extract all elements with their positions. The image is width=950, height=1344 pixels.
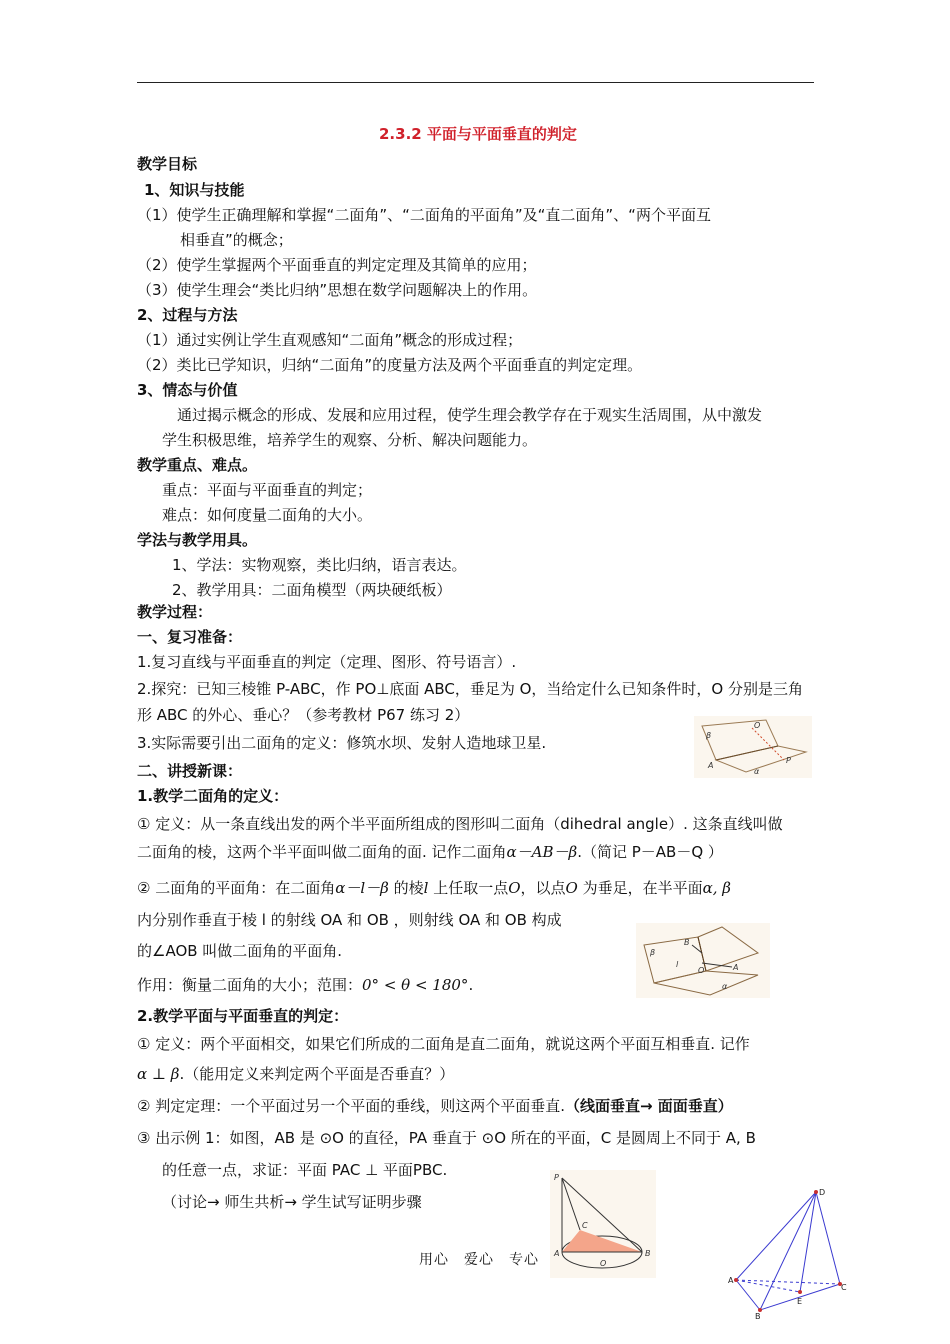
fig4-label: A (728, 1276, 734, 1285)
fig4-label: E (797, 1297, 803, 1306)
page-footer: 用心 爱心 专心 (419, 1252, 539, 1268)
edge-ab (736, 1280, 760, 1310)
text-span: 上任取一点 (428, 879, 509, 897)
fig1-label: P (786, 756, 791, 765)
definition-line: ① 定义：从一条直线出发的两个半平面所组成的图形叫二面角（dihedral angle）. 这条直线叫做 (137, 815, 783, 833)
fig2-label: B (684, 938, 690, 947)
text-span: 二面角的棱，这两个半平面叫做二面角的面. 记作二面角 (137, 843, 507, 861)
text-span: ② 二面角的平面角：在二面角 (137, 879, 336, 897)
fig1-label: α (754, 767, 760, 776)
math-expression: α－l－β (335, 879, 389, 897)
objective-line: （2）类比已学知识，归纳“二面角”的度量方法及两个平面垂直的判定定理。 (137, 356, 643, 374)
fig1-label: A (708, 761, 714, 770)
process-line: 形 ABC 的外心、垂心？（参考教材 P67 练习 2） (137, 706, 470, 724)
math-expression: O (565, 879, 578, 897)
fig2-label: O (698, 966, 705, 975)
text-span: .（简记 P－AB－Q ） (577, 843, 723, 861)
fig2-label: A (733, 963, 739, 972)
method-line: 1、学法：实物观察，类比归纳，语言表达。 (172, 556, 467, 574)
math-expression: l (423, 879, 429, 897)
process-line: 1.复习直线与平面垂直的判定（定理、图形、符号语言）. (137, 653, 517, 671)
plane-angle-line: 内分别作垂直于棱 l 的射线 OA 和 OB ，则射线 OA 和 OB 构成 (137, 911, 562, 929)
plane-angle-line: 的∠AOB 叫做二面角的平面角. (137, 942, 343, 960)
text-span: 的棱 (388, 879, 424, 897)
vertex-d (814, 1190, 818, 1194)
fig4-label: C (841, 1283, 847, 1292)
fig4-label: B (755, 1312, 761, 1320)
definition-line: ① 定义：两个平面相交，如果它们所成的二面角是直二面角，就说这两个平面互相垂直. 记作 (137, 1035, 750, 1053)
figure-background (636, 923, 770, 998)
process-heading: 教学过程： (137, 603, 213, 621)
subsection-heading: 2.教学平面与平面垂直的判定： (137, 1007, 349, 1025)
section-heading: 一、复习准备： (137, 628, 243, 646)
fig2-label: α (722, 982, 728, 991)
objective-line: （2）使学生掌握两个平面垂直的判定定理及其简单的应用； (137, 256, 537, 274)
fig4-label: D (819, 1188, 826, 1197)
fig3-label: O (600, 1259, 607, 1268)
subsection-heading: 1.教学二面角的定义： (137, 787, 289, 805)
fig3-label: A (554, 1249, 560, 1258)
vertex-a (734, 1278, 738, 1282)
theorem-summary: （线面垂直→ 面面垂直） (565, 1097, 733, 1115)
fig3-label: P (554, 1173, 559, 1182)
example-figure-circle (550, 1170, 656, 1278)
objective-line: （1）通过实例让学生直观感知“二面角”概念的形成过程； (137, 331, 523, 349)
attitude-heading: 3、情态与价值 (137, 381, 238, 399)
key-points-heading: 教学重点、难点。 (137, 456, 258, 474)
fig3-label: C (582, 1221, 588, 1230)
process-line: 2.探究：已知三棱锥 P-ABC，作 PO⊥底面 ABC，垂足为 O，当给定什么已知条件时，O 分别是三角 (137, 680, 804, 698)
math-expression: α ⊥ β (137, 1065, 180, 1083)
fig3-label: B (645, 1249, 651, 1258)
objective-line: 学生积极思维，培养学生的观察、分析、解决问题能力。 (162, 431, 538, 449)
method-line: 2、教学用具：二面角模型（两块硬纸板） (172, 581, 452, 599)
definition-line (137, 842, 723, 862)
process-method-heading: 2、过程与方法 (137, 306, 238, 324)
math-expression: α, β (702, 879, 731, 897)
definition-line (137, 1064, 454, 1084)
math-expression: 0° < θ < 180° (362, 976, 469, 994)
objective-line: （3）使学生理会“类比归纳”思想在数学问题解决上的作用。 (137, 281, 538, 299)
edge-dc (816, 1192, 840, 1284)
objective-line: 通过揭示概念的形成、发展和应用过程，使学生理会教学存在于观实生活周围，从中激发 (177, 406, 763, 424)
vertex-e (798, 1290, 802, 1294)
dihedral-figure-2 (636, 923, 770, 998)
range-line (137, 975, 473, 995)
objective-line: （1）使学生正确理解和掌握“二面角”、“二面角的平面角”及“直二面角”、“两个平面互 (137, 206, 711, 224)
section-heading: 二、讲授新课： (137, 762, 243, 780)
fig2-label: l (676, 960, 679, 969)
fig1-label: O (754, 721, 761, 730)
edge-db (760, 1192, 816, 1310)
text-span: 作用：衡量二面角的大小；范围： (137, 976, 363, 994)
text-span: ，以点 (520, 879, 566, 897)
text-span: .（能用定义来判定两个平面是否垂直？） (179, 1065, 455, 1083)
example-line: ③ 出示例 1：如图，AB 是 ⊙O 的直径，PA 垂直于 ⊙O 所在的平面，C 是圆周上不同于 A, B (137, 1129, 756, 1147)
focus-line: 重点：平面与平面垂直的判定； (162, 481, 373, 499)
example-line: （讨论→ 师生共析→ 学生试写证明步骤 (162, 1193, 422, 1211)
plane-angle-line (137, 878, 731, 898)
objectives-heading: 教学目标 (137, 155, 198, 173)
theorem-line (137, 1096, 733, 1116)
fig1-label: β (706, 731, 712, 740)
dihedral-figure-1 (694, 716, 812, 778)
difficulty-line: 难点：如何度量二面角的大小。 (162, 506, 373, 524)
example-line: 的任意一点，求证：平面 PAC ⊥ 平面PBC. (162, 1161, 448, 1179)
objective-line: 相垂直”的概念； (180, 231, 293, 249)
document-title: 2.3.2 平面与平面垂直的判定 (379, 125, 577, 143)
edge-ac (736, 1280, 840, 1284)
text-span: 为垂足，在半平面 (577, 879, 703, 897)
methods-heading: 学法与教学用具。 (137, 531, 258, 549)
process-line: 3.实际需要引出二面角的定义：修筑水坝、发射人造地球卫星. (137, 734, 547, 752)
math-expression: O (508, 879, 521, 897)
text-span: ② 判定定理：一个平面过另一个平面的垂线，则这两个平面垂直. (137, 1097, 565, 1115)
math-expression: α－AB－β (506, 843, 578, 861)
tetrahedron-figure (728, 1184, 850, 1320)
text-span: . (468, 976, 474, 994)
fig2-label: β (650, 948, 656, 957)
header-rule (137, 82, 814, 83)
knowledge-skills-heading: 1、知识与技能 (144, 181, 245, 199)
